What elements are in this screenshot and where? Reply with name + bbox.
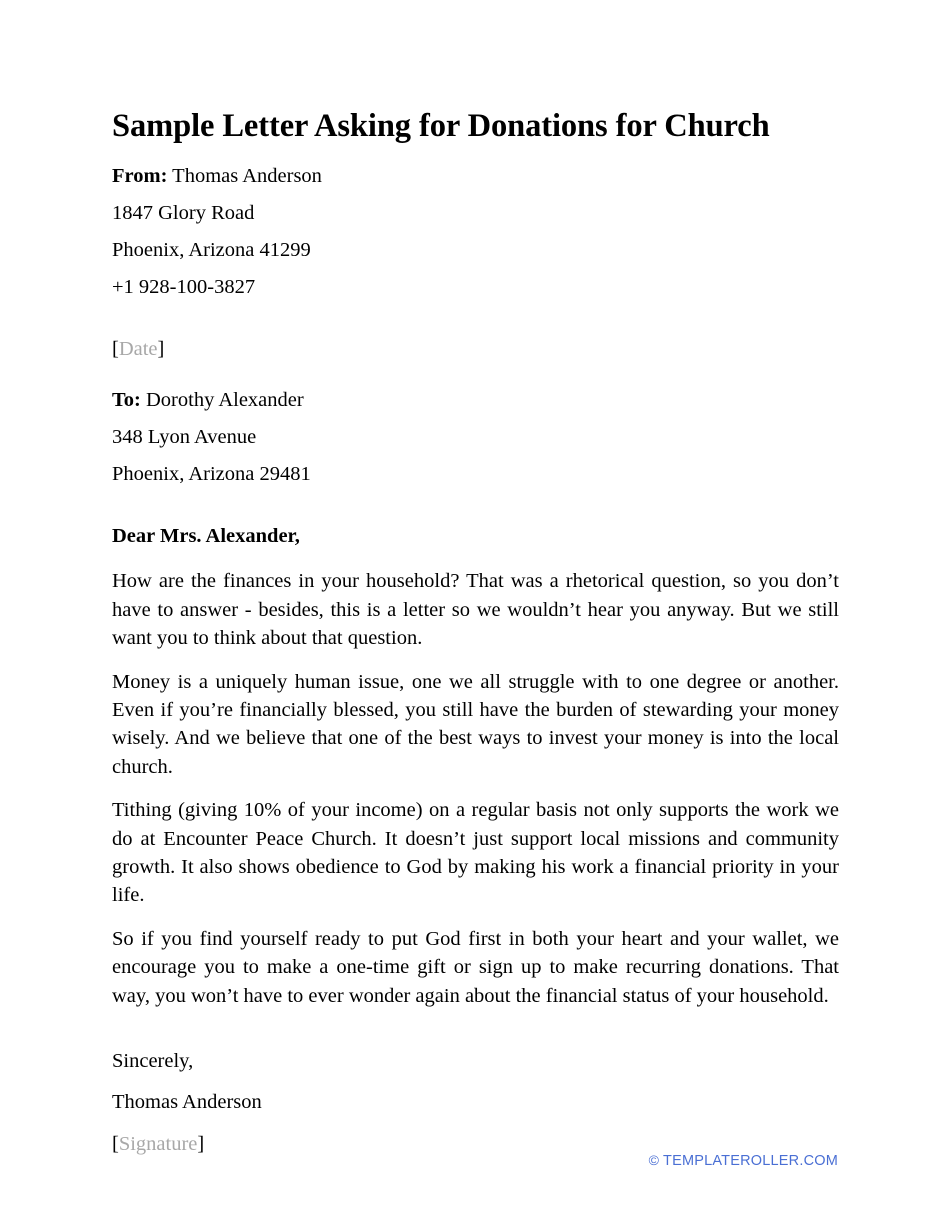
body-paragraph-2: Money is a uniquely human issue, one we all struggle with to one degree or another. Even if you’re financially blessed, you still have the burden of stewarding your money wisely. And we believe that one of the best ways to invest your money is into the local church. — [112, 670, 839, 778]
date-open-bracket: [ — [112, 338, 119, 361]
sender-city-state-zip: Phoenix, Arizona 41299 — [112, 239, 311, 262]
credit-text: TEMPLATEROLLER.COM — [663, 1153, 838, 1169]
templateroller-credit[interactable] — [649, 1153, 838, 1169]
sender-label: From: — [112, 165, 168, 188]
valediction: Sincerely, — [112, 1049, 194, 1072]
body-paragraph-4: So if you find yourself ready to put God first in both your heart and your wallet, we encourage you to make a one-time gift or sign up to make recurring donations. That way, you won’t have to ever wonder again about the financial status of your household. — [112, 928, 839, 1007]
sender-street: 1847 Glory Road — [112, 202, 255, 225]
spacer-before-date — [112, 314, 839, 339]
recipient-label: To: — [112, 388, 141, 411]
date-close-bracket: ] — [157, 338, 165, 361]
signer-name: Thomas Anderson — [112, 1091, 262, 1114]
spacer-before-recipient — [112, 360, 839, 390]
recipient-name: Dorothy Alexander — [146, 388, 304, 411]
date-placeholder[interactable] — [112, 339, 839, 360]
date-placeholder-text: Date — [118, 338, 158, 361]
signature-close-bracket: ] — [197, 1132, 205, 1155]
signature-placeholder-text: Signature — [118, 1132, 198, 1155]
spacer-before-closing — [112, 1026, 839, 1051]
sender-phone: +1 928-100-3827 — [112, 276, 256, 299]
page-footer — [0, 1152, 950, 1170]
body-paragraph-1: How are the finances in your household? That was a rhetorical question, so you don’t have to answer - besides, this is a letter so we wouldn’t hear you anyway. But we still want you to think about that question. — [112, 570, 839, 649]
signature-open-bracket: [ — [112, 1132, 119, 1155]
recipient-street: 348 Lyon Avenue — [112, 425, 257, 448]
sender-name-line — [112, 166, 839, 187]
recipient-city-state-zip: Phoenix, Arizona 29481 — [112, 462, 311, 485]
body-paragraph-3: Tithing (giving 10% of your income) on a regular basis not only supports the work we do at Encounter Peace Church. It doesn’t just support local missions and community growth. It also shows obedience to God by making his work a financial priority in your life. — [112, 799, 839, 907]
sender-name: Thomas Anderson — [172, 165, 322, 188]
letter-body — [112, 108, 839, 1154]
salutation: Dear Mrs. Alexander, — [112, 524, 300, 547]
page-title: Sample Letter Asking for Donations for Church — [112, 108, 770, 144]
copyright-icon: © — [648, 1152, 660, 1168]
recipient-name-line — [112, 390, 839, 411]
spacer-before-salutation — [112, 501, 839, 526]
signature-placeholder[interactable] — [112, 1134, 839, 1155]
